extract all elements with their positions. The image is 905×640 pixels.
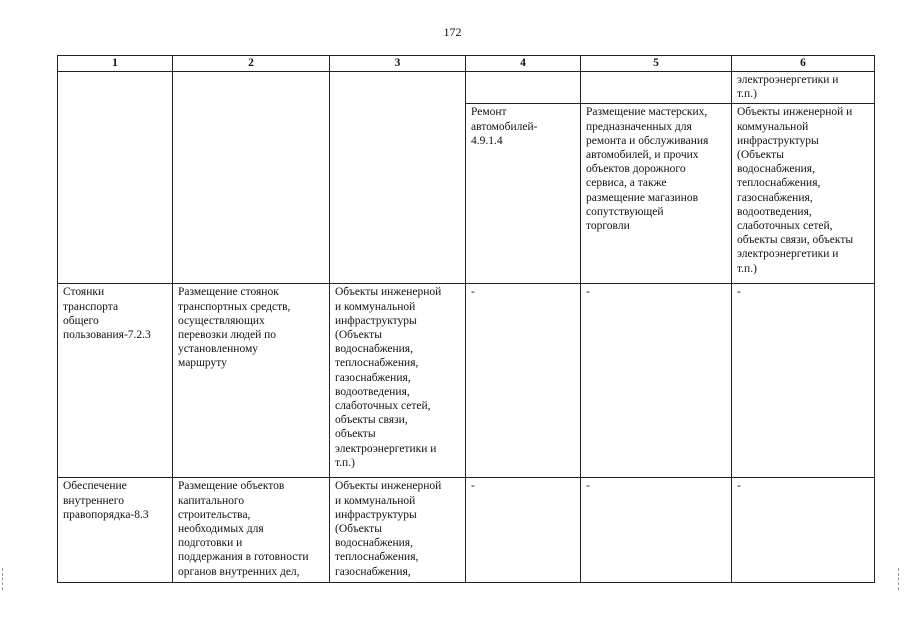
left-margin-mark [2, 568, 5, 590]
cell-police-c1: Обеспечение внутреннего правопорядка-8.3 [58, 478, 173, 583]
land-use-table [57, 55, 875, 583]
cell-empty-c2 [173, 72, 330, 284]
cell-continued-c6: электроэнергетики и т.п.) [732, 72, 875, 104]
header-col-6: 6 [732, 56, 875, 72]
cell-police-c3: Объекты инженерной и коммунальной инфраструктуры (Объекты водоснабжения, теплоснабжения, газоснабжения, [330, 478, 466, 583]
cell-police-c4: - [466, 478, 581, 583]
cell-parking-c3: Объекты инженерной и коммунальной инфраструктуры (Объекты водоснабжения, теплоснабжения, газоснабжения, водоотведения, слаботочных сетей, объекты связи, объекты электроэнергетики и т.п.) [330, 284, 466, 478]
page-number: 172 [443, 25, 462, 39]
cell-parking-c4: - [466, 284, 581, 478]
cell-police-c2: Размещение объектов капитального строительства, необходимых для подготовки и поддержания в готовности органов внутренних дел, [173, 478, 330, 583]
table-row-parking [58, 284, 875, 478]
cell-parking-c5: - [581, 284, 732, 478]
cell-parking-c6: - [732, 284, 875, 478]
header-col-1: 1 [58, 56, 173, 72]
cell-parking-c2: Размещение стоянок транспортных средств, осуществляющих перевозки людей по установленному маршруту [173, 284, 330, 478]
table-row-continued [58, 72, 875, 104]
cell-empty-c4 [466, 72, 581, 104]
table-row-police [58, 478, 875, 583]
header-col-5: 5 [581, 56, 732, 72]
cell-empty-c1 [58, 72, 173, 284]
cell-empty-c5 [581, 72, 732, 104]
cell-repair-c5: Размещение мастерских, предназначенных для ремонта и обслуживания автомобилей, и прочих объектов дорожного сервиса, а также размещение магазинов сопутствующей торговли [581, 104, 732, 284]
cell-parking-c1: Стоянки транспорта общего пользования-7.2.3 [58, 284, 173, 478]
cell-repair-c4: Ремонт автомобилей- 4.9.1.4 [466, 104, 581, 284]
header-col-4: 4 [466, 56, 581, 72]
header-row [58, 56, 875, 72]
right-margin-mark [898, 568, 901, 590]
cell-police-c6: - [732, 478, 875, 583]
header-col-2: 2 [173, 56, 330, 72]
cell-police-c5: - [581, 478, 732, 583]
cell-empty-c3 [330, 72, 466, 284]
cell-repair-c6: Объекты инженерной и коммунальной инфраструктуры (Объекты водоснабжения, теплоснабжения, газоснабжения, водоотведения, слаботочных сетей, объекты связи, объекты электроэнергетики и т.п.) [732, 104, 875, 284]
header-col-3: 3 [330, 56, 466, 72]
